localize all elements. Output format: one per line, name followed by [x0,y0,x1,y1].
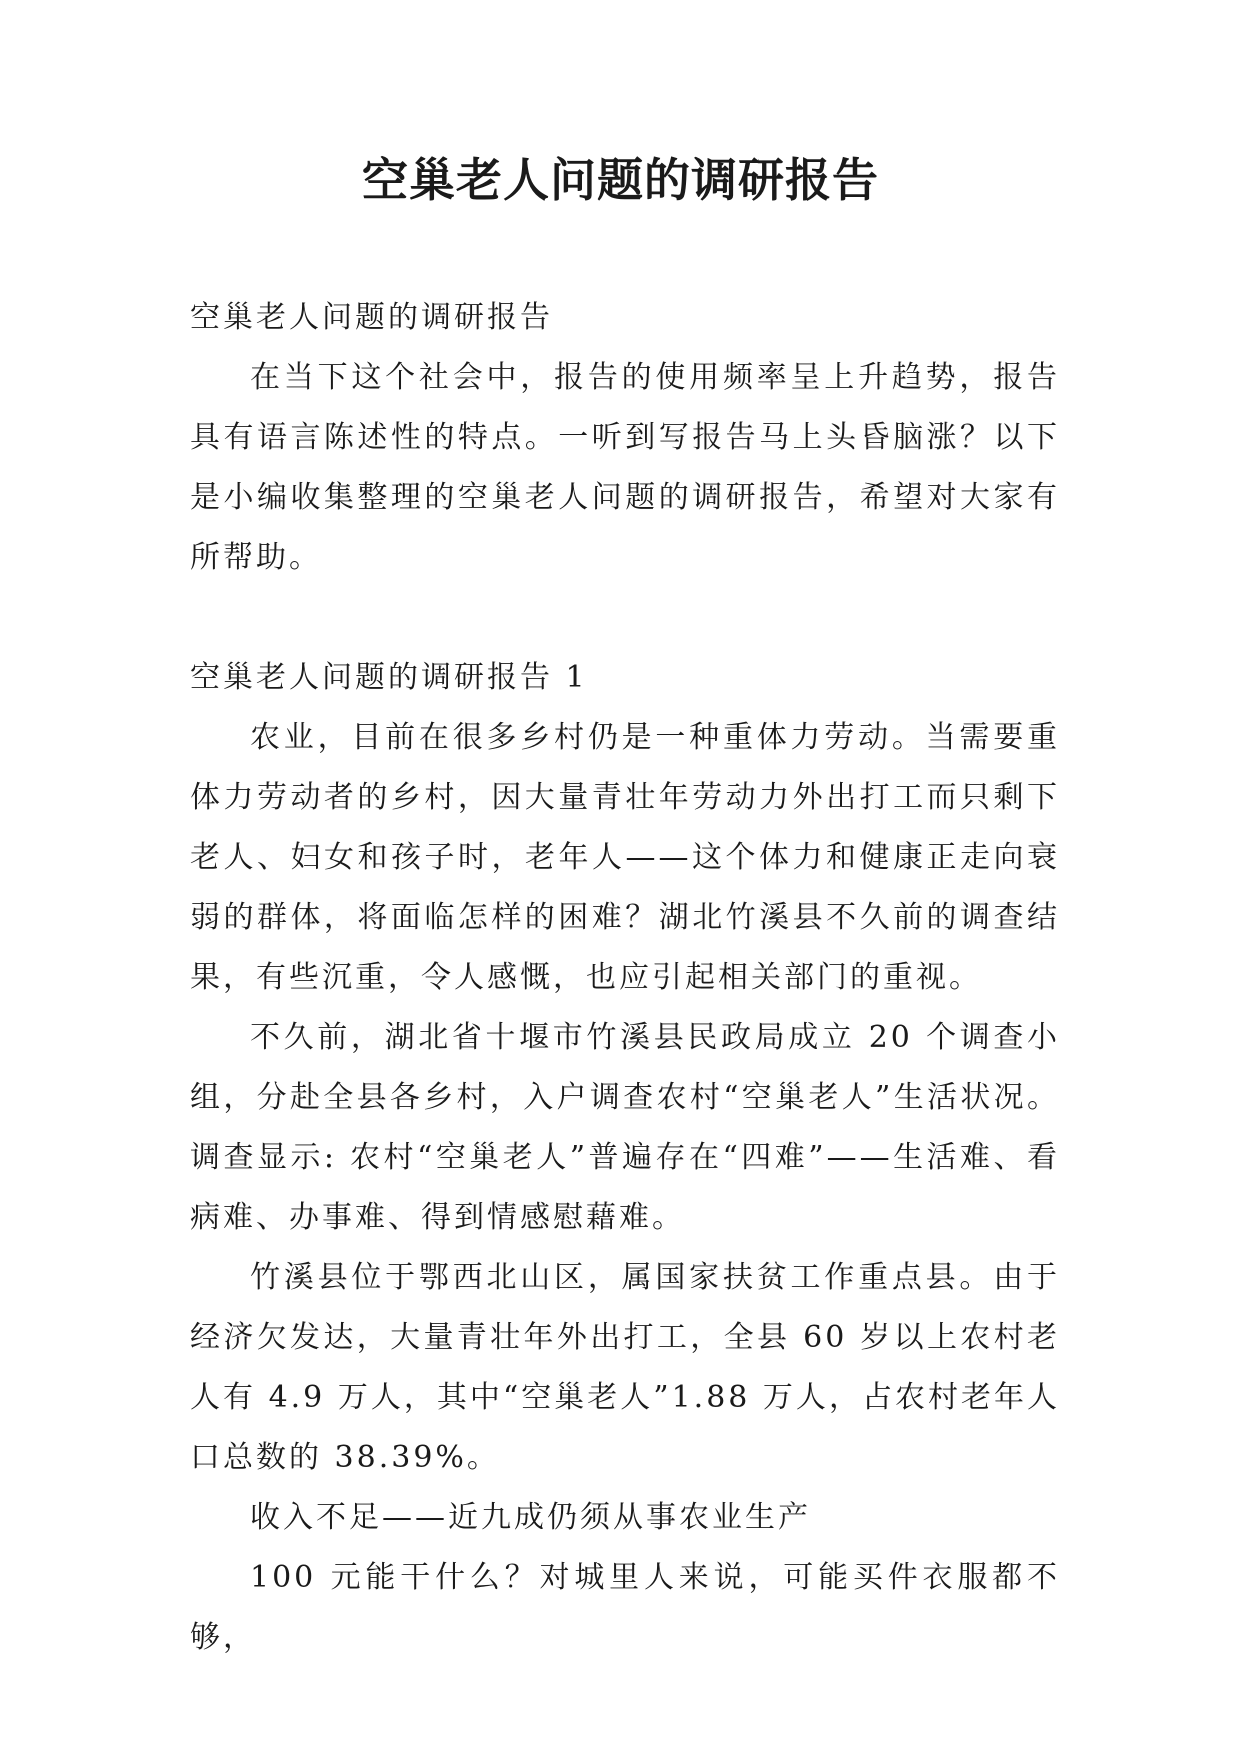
document-title: 空巢老人问题的调研报告 [362,153,879,207]
body-paragraph: 农业，目前在很多乡村仍是一种重体力劳动。当需要重体力劳动者的乡村，因大量青壮年劳动力外出打工而只剩下老人、妇女和孩子时，老年人——这个体力和健康正走向衰弱的群体，将面临怎样的困难？湖北竹溪县不久前的调查结果，有些沉重，令人感慨，也应引起相关部门的重视。 [190,720,1060,995]
document-body [190,288,1060,1668]
section-heading-1: 空巢老人问题的调研报告 1 [190,660,588,695]
body-paragraph: 100 元能干什么？对城里人来说，可能买件衣服都不够， [190,1560,1060,1655]
subheading: 收入不足——近九成仍须从事农业生产 [250,1500,811,1535]
intro-heading: 空巢老人问题的调研报告 [190,300,553,335]
intro-paragraph: 在当下这个社会中，报告的使用频率呈上升趋势，报告具有语言陈述性的特点。一听到写报告马上头昏脑涨？以下是小编收集整理的空巢老人问题的调研报告，希望对大家有所帮助。 [190,360,1060,575]
body-paragraph: 不久前，湖北省十堰市竹溪县民政局成立 20 个调查小组，分赴全县各乡村，入户调查农村“空巢老人”生活状况。调查显示: 农村“空巢老人”普遍存在“四难”——生活难、看病难、办事难、得到情感慰藉难。 [190,1020,1060,1235]
section-spacer [190,588,1060,648]
body-paragraph: 竹溪县位于鄂西北山区，属国家扶贫工作重点县。由于经济欠发达，大量青壮年外出打工，全县 60 岁以上农村老人有 4.9 万人，其中“空巢老人”1.88 万人，占农村老年人口总数的 38.39%。 [190,1260,1060,1475]
